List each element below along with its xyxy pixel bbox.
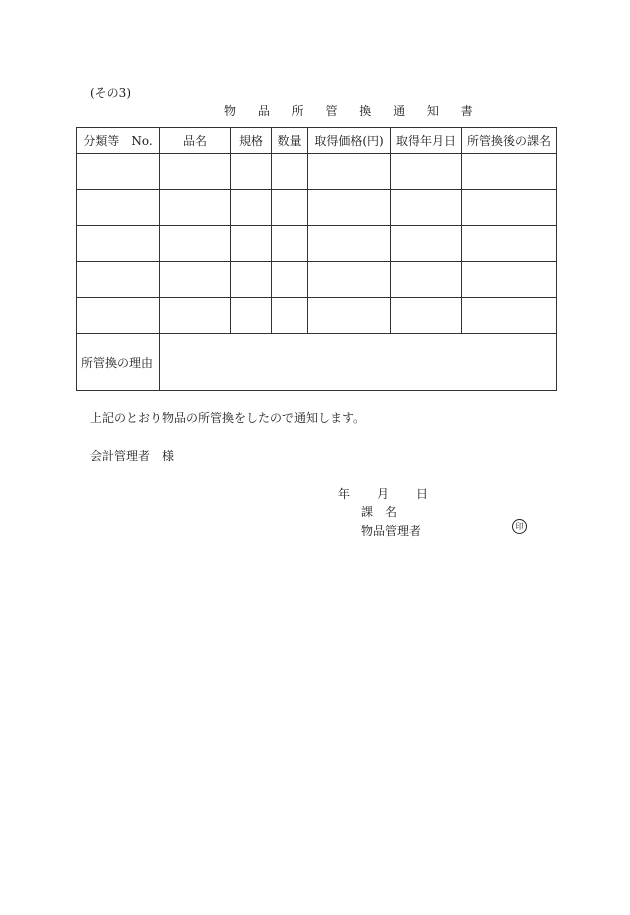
- department-label: 課 名: [361, 505, 398, 519]
- day-label: 日: [416, 487, 429, 501]
- column-header-category-no: 分類等 No.: [77, 128, 160, 154]
- seal-mark: 印: [512, 519, 527, 534]
- table-cell[interactable]: [77, 154, 160, 190]
- table-cell[interactable]: [231, 298, 272, 334]
- month-label: 月: [377, 487, 390, 501]
- notice-text: 上記のとおり物品の所管換をしたので通知します。: [90, 411, 366, 425]
- table-cell[interactable]: [462, 190, 557, 226]
- transfer-items-table: [76, 127, 557, 391]
- table-cell[interactable]: [77, 226, 160, 262]
- table-cell[interactable]: [391, 190, 462, 226]
- table-cell[interactable]: [160, 226, 231, 262]
- table-cell[interactable]: [462, 262, 557, 298]
- table-cell[interactable]: [160, 190, 231, 226]
- table-cell[interactable]: [77, 190, 160, 226]
- table-cell[interactable]: [462, 154, 557, 190]
- table-cell[interactable]: [272, 190, 308, 226]
- table-cell[interactable]: [231, 226, 272, 262]
- table-header-row: [77, 128, 557, 154]
- table-cell[interactable]: [308, 154, 391, 190]
- reason-row: [77, 334, 557, 391]
- document-number: (その3): [90, 86, 131, 100]
- column-header-item-name: 品名: [160, 128, 231, 154]
- column-header-acquisition-date: 取得年月日: [391, 128, 462, 154]
- table-cell[interactable]: [272, 262, 308, 298]
- column-header-new-department: 所管換後の課名: [462, 128, 557, 154]
- table-cell[interactable]: [160, 262, 231, 298]
- date-line: [338, 485, 428, 502]
- column-header-spec: 規格: [231, 128, 272, 154]
- reason-field[interactable]: [160, 334, 557, 391]
- table-cell[interactable]: [308, 298, 391, 334]
- table-cell[interactable]: [272, 154, 308, 190]
- table-row: [77, 262, 557, 298]
- table-cell[interactable]: [272, 226, 308, 262]
- table-cell[interactable]: [231, 262, 272, 298]
- table-cell[interactable]: [391, 298, 462, 334]
- table-cell[interactable]: [462, 298, 557, 334]
- table-row: [77, 190, 557, 226]
- table-row: [77, 298, 557, 334]
- table-cell[interactable]: [231, 154, 272, 190]
- document-title: 物 品 所 管 換 通 知 書: [224, 104, 482, 118]
- table-cell[interactable]: [231, 190, 272, 226]
- table-cell[interactable]: [308, 262, 391, 298]
- table-row: [77, 226, 557, 262]
- table-cell[interactable]: [308, 226, 391, 262]
- table-cell[interactable]: [160, 298, 231, 334]
- table-cell[interactable]: [391, 262, 462, 298]
- table-cell[interactable]: [272, 298, 308, 334]
- year-label: 年: [338, 487, 351, 501]
- table-cell[interactable]: [308, 190, 391, 226]
- property-manager-label: 物品管理者: [361, 524, 422, 538]
- reason-label: 所管換の理由: [77, 334, 160, 391]
- table-row: [77, 154, 557, 190]
- table-cell[interactable]: [77, 298, 160, 334]
- table-cell[interactable]: [77, 262, 160, 298]
- addressee: 会計管理者 様: [90, 449, 175, 463]
- table-cell[interactable]: [462, 226, 557, 262]
- column-header-acquisition-price: 取得価格(円): [308, 128, 391, 154]
- column-header-quantity: 数量: [272, 128, 308, 154]
- table-cell[interactable]: [391, 154, 462, 190]
- table-cell[interactable]: [391, 226, 462, 262]
- table-cell[interactable]: [160, 154, 231, 190]
